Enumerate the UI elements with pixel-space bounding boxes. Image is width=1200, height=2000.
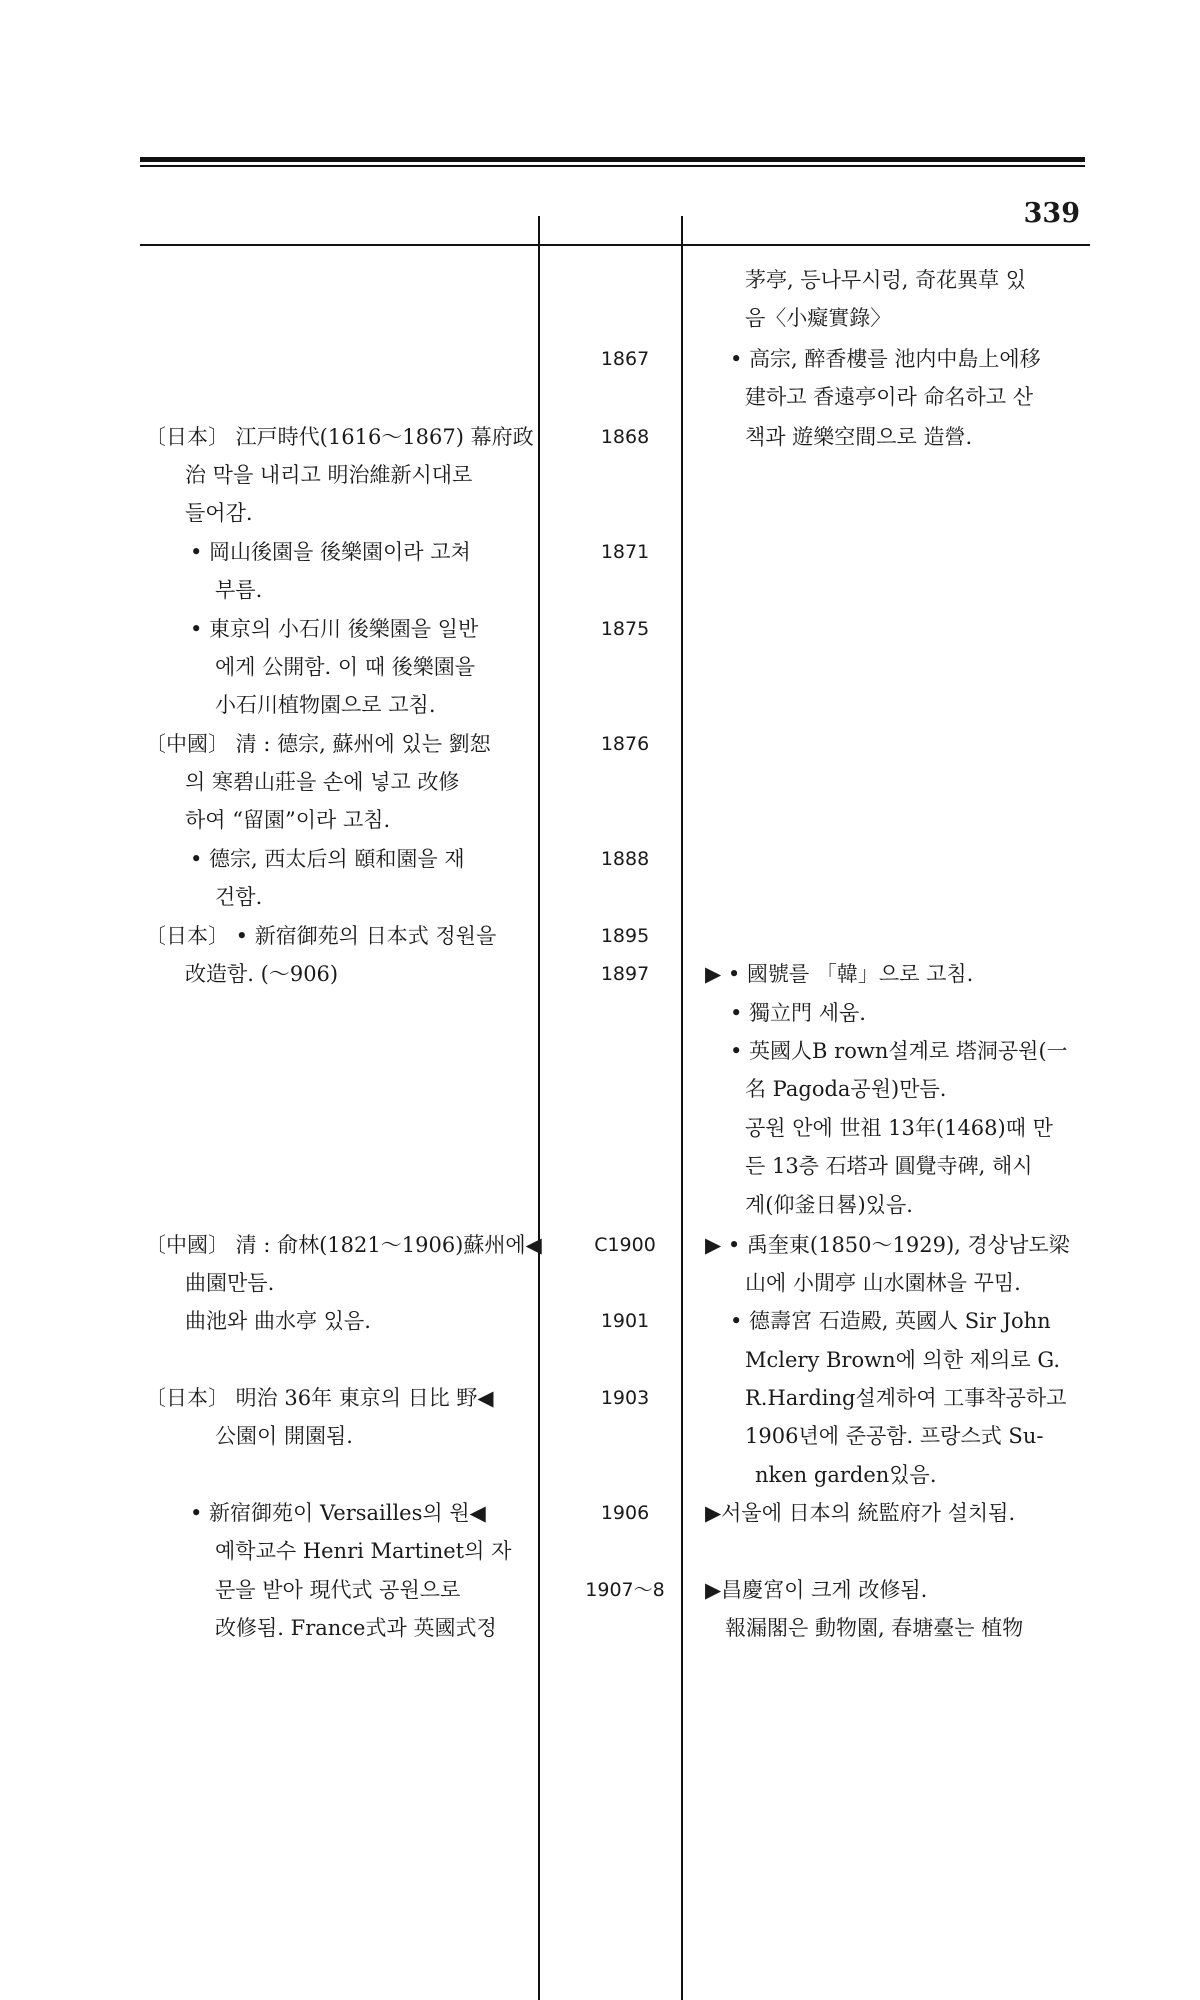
right-text-line: 報漏閣은 動物園, 春塘臺는 植物 [725,1616,1024,1640]
year-label: 1907～8 [585,1579,665,1601]
left-text-line: 예학교수 Henri Martinet의 자 [215,1539,512,1563]
right-text-line: 山에 小閒亭 山水園林을 꾸밈. [745,1271,1021,1295]
right-text-line: ▶ • 國號를 「韓」으로 고침. [705,962,974,986]
left-text-line: • 德宗, 西太后의 頤和園을 재 [190,847,465,871]
right-text-line: R.Harding설계하여 工事착공하고 [745,1386,1067,1410]
left-text-line: 〔中國〕 清 : 俞林(1821～1906)蘇州에◀ [145,1233,542,1257]
right-text-line: • 英國人B rown설계로 塔洞공원(一 [730,1039,1068,1063]
right-text-line: 계(仰釜日晷)있음. [745,1193,913,1217]
right-text-line: 든 13층 石塔과 圓覺寺碑, 해시 [745,1154,1033,1178]
left-text-line: 하여 “留園”이라 고침. [185,808,391,832]
left-text-line: 改修됨. France式과 英國式정 [215,1616,497,1640]
year-label: 1895 [600,925,650,947]
left-text-line: • 岡山後園을 後樂園이라 고쳐 [190,540,471,564]
right-text-line: ▶ • 禹奎東(1850～1929), 경상남도梁 [705,1233,1070,1257]
year-label: 1867 [600,348,650,370]
right-text-line: 음〈小癡實錄〉 [745,306,892,330]
left-text-line: 의 寒碧山莊을 손에 넣고 改修 [185,770,460,794]
right-text-line: • 獨立門 세움. [730,1001,866,1025]
year-label: C1900 [594,1234,656,1256]
right-text-line: 建하고 香遠亭이라 命名하고 산 [745,385,1034,409]
left-text-line: 문을 받아 現代式 공원으로 [215,1578,461,1602]
right-text-line: 1906년에 준공함. 프랑스式 Su- [745,1424,1044,1448]
right-text-line: 名 Pagoda공원)만듬. [745,1077,947,1101]
right-text-line: ▶서울에 日本의 統監府가 설치됨. [705,1501,1016,1525]
page-number: 339 [1023,198,1080,229]
right-text-line: 책과 遊樂空間으로 造營. [745,425,973,449]
year-label: 1901 [600,1310,650,1332]
left-text-line: 改造함. (～906) [185,962,339,986]
year-label: 1897 [600,963,650,985]
left-text-line: 小石川植物園으로 고침. [215,693,436,717]
left-text-line: 들어감. [185,501,253,525]
left-text-line: • 東京의 小石川 後樂園을 일반 [190,617,479,641]
left-text-line: • 新宿御苑이 Versailles의 원◀ [190,1501,486,1525]
right-text-line: • 德壽宮 石造殿, 英國人 Sir John [730,1309,1051,1333]
left-text-line: 曲池와 曲水亭 있음. [185,1309,371,1333]
right-text-line: 공원 안에 世祖 13年(1468)때 만 [745,1116,1053,1140]
left-text-line: 〔日本〕 江戸時代(1616～1867) 幕府政 [145,425,534,449]
header-rule [140,244,1090,246]
left-text-line: 〔中國〕 清 : 德宗, 蘇州에 있는 劉恕 [145,732,491,756]
year-label: 1906 [600,1502,650,1524]
right-text-line: Mclery Brown에 의한 제의로 G. [745,1348,1061,1372]
left-text-line: 부름. [215,578,263,602]
year-label: 1903 [600,1387,650,1409]
left-text-line: 건함. [215,885,263,909]
left-text-line: 〔日本〕 • 新宿御苑의 日本式 정원을 [145,924,497,948]
year-label: 1871 [600,541,650,563]
left-text-line: 治 막을 내리고 明治維新시대로 [185,463,473,487]
right-text-line: ▶昌慶宮이 크게 改修됨. [705,1578,928,1602]
top-rule-thin [140,165,1085,167]
year-label: 1868 [600,426,650,448]
year-label: 1875 [600,618,650,640]
right-text-line: nken garden있음. [755,1463,937,1487]
left-text-line: 公園이 開園됨. [215,1424,353,1448]
right-text-line: • 高宗, 醉香樓를 池内中島上에移 [730,347,1041,371]
column-divider-left [538,216,540,2000]
year-label: 1888 [600,848,650,870]
left-text-line: 曲園만듬. [185,1271,275,1295]
right-text-line: 茅亭, 등나무시렁, 奇花異草 있 [745,268,1027,292]
left-text-line: 〔日本〕 明治 36年 東京의 日比 野◀ [145,1386,494,1410]
top-rule-thick [140,157,1085,162]
column-divider-right [681,216,683,2000]
year-label: 1876 [600,733,650,755]
left-text-line: 에게 公開함. 이 때 後樂園을 [215,655,476,679]
